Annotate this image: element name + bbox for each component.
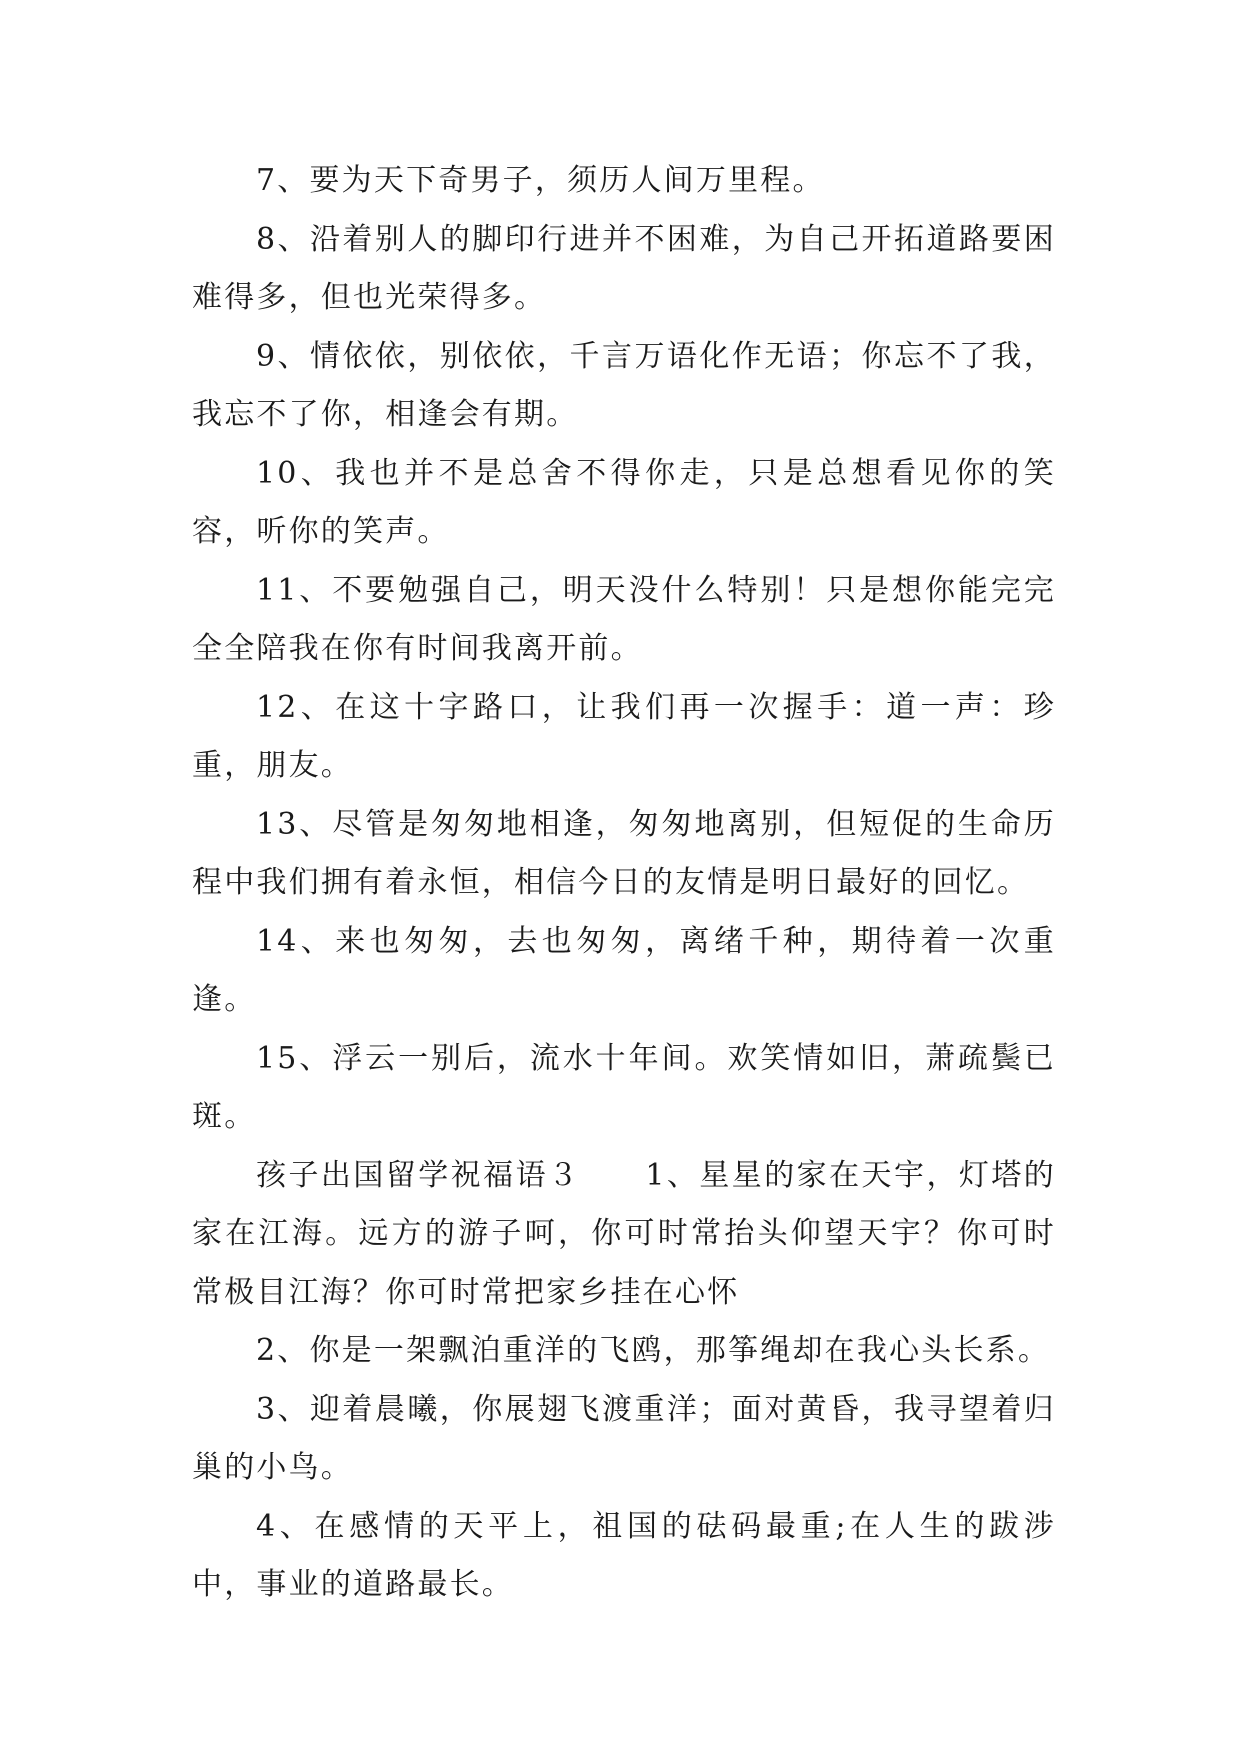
paragraph-2: 2、你是一架飘泊重洋的飞鸥，那筝绳却在我心头长系。 bbox=[256, 1333, 1051, 1368]
paragraph-11: 11、不要勉强自己，明天没什么特别！只是想你能完完全全陪我在你有时间我离开前。 bbox=[192, 572, 1056, 666]
paragraph-13: 13、尽管是匆匆地相逢，匆匆地离别，但短促的生命历程中我们拥有着永恒，相信今日的友情是明日最好的回忆。 bbox=[192, 806, 1056, 900]
paragraph-8: 8、沿着别人的脚印行进并不困难，为自己开拓道路要困难得多，但也光荣得多。 bbox=[192, 221, 1056, 315]
paragraph-7: 7、要为天下奇男子，须历人间万里程。 bbox=[256, 163, 825, 198]
paragraph-9: 9、情依依，别依依，千言万语化作无语；你忘不了我，我忘不了你，相逢会有期。 bbox=[192, 338, 1056, 432]
paragraph-14: 14、来也匆匆，去也匆匆，离绪千种，期待着一次重逢。 bbox=[192, 923, 1056, 1017]
section-heading-paragraph: 孩子出国留学祝福语３ 1、星星的家在天宇，灯塔的家在江海。远方的游子呵，你可时常抬头仰望天宇？你可时常极目江海？你可时常把家乡挂在心怀 bbox=[192, 1157, 1056, 1310]
document-body bbox=[192, 152, 1056, 1615]
paragraph-12: 12、在这十字路口，让我们再一次握手：道一声：珍重，朋友。 bbox=[192, 689, 1056, 783]
paragraph-15: 15、浮云一别后，流水十年间。欢笑情如旧，萧疏鬓已斑。 bbox=[192, 1040, 1056, 1134]
paragraph-10: 10、我也并不是总舍不得你走，只是总想看见你的笑容，听你的笑声。 bbox=[192, 455, 1056, 549]
paragraph-4: 4、在感情的天平上，祖国的砝码最重;在人生的跋涉中，事业的道路最长。 bbox=[192, 1508, 1056, 1602]
paragraph-3: 3、迎着晨曦，你展翅飞渡重洋；面对黄昏，我寻望着归巢的小鸟。 bbox=[192, 1391, 1056, 1485]
